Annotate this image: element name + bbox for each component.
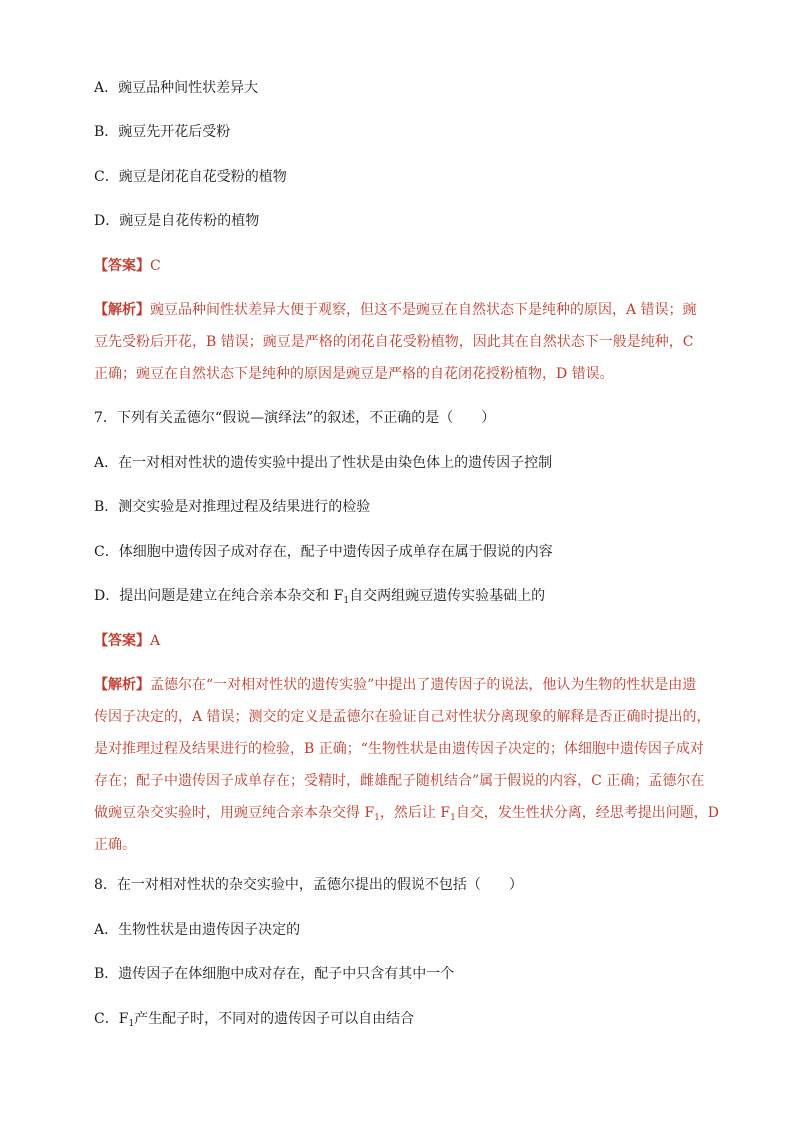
q7-analysis-line-1: 孟德尔在“一对相对性状的遗传实验”中提出了遗传因子的说法，他认为生物的性状是由遗 xyxy=(150,677,697,693)
q6-option-a: A．豌豆品种间性状差异大 xyxy=(94,80,259,96)
q7-option-d-text-post: 自交两组豌豆遗传实验基础上的 xyxy=(349,588,546,604)
q6-analysis-line-2: 豆先受粉后开花，B 错误；豌豆是严格的闭花自花受粉植物，因此其在自然状态下一般是纯种，C xyxy=(94,334,694,350)
q7-analysis-line-6: 正确。 xyxy=(94,837,136,853)
q8-option-a: A．生物性状是由遗传因子决定的 xyxy=(94,922,301,938)
answer-label: 【答案】 xyxy=(94,258,150,274)
q7-analysis-line-5: 做豌豆杂交实验时，用豌豆纯合亲本杂交得 $F_1$，然后让 $F_1$自交，发生性状分离，经思考提出问题，D xyxy=(94,805,720,823)
q6-analysis-line-3: 正确；豌豆在自然状态下是纯种的原因是豌豆是严格的自花闭花授粉植物，D 错误。 xyxy=(94,366,614,382)
subscript: 1 xyxy=(374,813,380,823)
q7-analysis-line-4: 存在；配子中遗传因子成单存在；受精时，雌雄配子随机结合”属于假说的内容，C 正确；孟德尔在 xyxy=(94,773,705,789)
analysis-label: 【解析】 xyxy=(94,677,150,693)
q6-analysis-line-1: 豌豆品种间性状差异大便于观察，但这不是豌豆在自然状态下是纯种的原因，A 错误；豌 xyxy=(150,302,697,318)
subscript: 1 xyxy=(128,1019,135,1029)
q8-option-c-text-post: 产生配子时，不同对的遗传因子可以自由结合 xyxy=(134,1011,415,1027)
q7-option-d-text-pre: D．提出问题是建立在纯合亲本杂交和 F xyxy=(94,588,344,604)
answer-value: A xyxy=(150,633,161,649)
q6-option-b: B．豌豆先开花后受粉 xyxy=(94,124,231,140)
answer-value: C xyxy=(150,258,161,274)
q6-option-c: C．豌豆是闭花自花受粉的植物 xyxy=(94,169,287,185)
q7-option-b: B．测交实验是对推理过程及结果进行的检验 xyxy=(94,499,371,515)
q7-option-c: C．体细胞中遗传因子成对存在，配子中遗传因子成单存在属于假说的内容 xyxy=(94,544,553,560)
q6-option-d: D．豌豆是自花传粉的植物 xyxy=(94,213,260,229)
analysis-label: 【解析】 xyxy=(94,302,150,318)
q7-analysis xyxy=(94,669,720,861)
q7-stem: 7．下列有关孟德尔“假说—演绎法”的叙述，不正确的是（ ） xyxy=(94,410,496,426)
q8-option-c-text-pre: C．F xyxy=(94,1011,129,1027)
q8-option-b: B．遗传因子在体细胞中成对存在，配子中只含有其中一个 xyxy=(94,966,455,982)
subscript: 1 xyxy=(450,813,456,823)
q7-option-d xyxy=(94,587,545,605)
q6-analysis xyxy=(94,294,714,390)
subscript: 1 xyxy=(343,596,350,606)
q7-analysis-line-3: 是对推理过程及结果进行的检验，B 正确；“生物性状是由遗传因子决定的；体细胞中遗传因子成对 xyxy=(94,741,704,757)
q8-option-c xyxy=(94,1010,414,1028)
answer-label: 【答案】 xyxy=(94,633,150,649)
q6-answer xyxy=(94,257,161,275)
q7-option-a: A．在一对相对性状的遗传实验中提出了性状是由染色体上的遗传因子控制 xyxy=(94,455,553,471)
q8-stem: 8．在一对相对性状的杂交实验中，孟德尔提出的假说不包括（ ） xyxy=(94,877,523,893)
q7-analysis-line-2: 传因子决定的，A 错误；测交的定义是孟德尔在验证自己对性状分离现象的解释是否正确时提出的， xyxy=(94,709,711,725)
q7-answer xyxy=(94,632,160,650)
